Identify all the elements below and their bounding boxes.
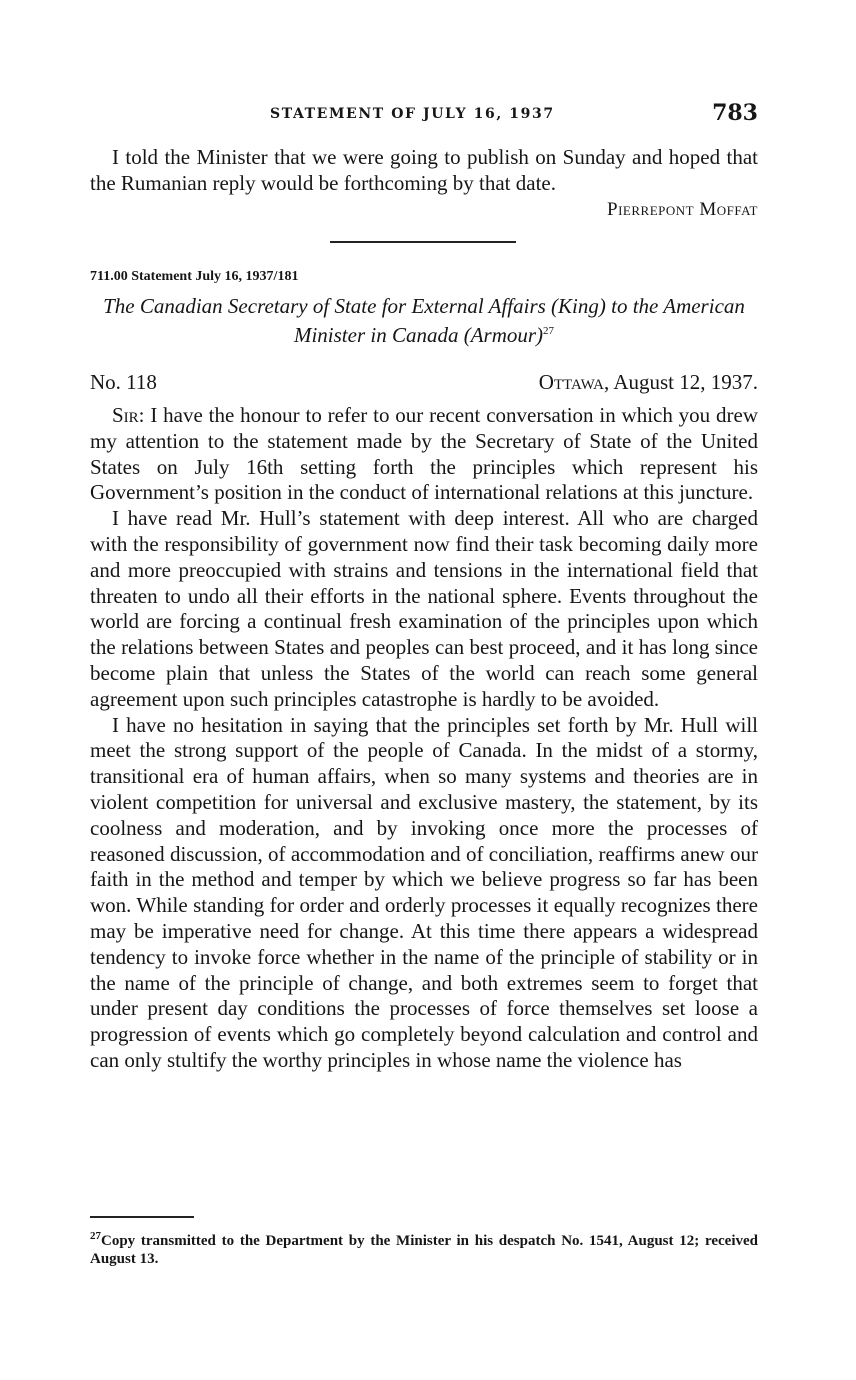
dateline — [90, 370, 758, 398]
footnote-marker: 27 — [543, 325, 555, 337]
document-heading — [90, 294, 758, 348]
document-number: No. 118 — [90, 370, 157, 394]
salutation: Sir: — [112, 403, 145, 427]
footnote-text: Copy transmitted to the Department by the Minister in his despatch No. 1541, August 12; received August 13. — [90, 1233, 758, 1267]
running-title: STATEMENT OF JULY 16, 1937 — [270, 106, 555, 122]
file-reference: 711.00 Statement July 16, 1937/181 — [90, 269, 299, 284]
body-paragraph — [90, 403, 758, 506]
section-divider — [330, 241, 516, 243]
body-paragraph: I have read Mr. Hull’s statement with deep interest. All who are charged with the responsibility of government now find their task becoming daily more and more preoccupied with strains and tensions in the international field that threaten to undo all their efforts in the national sphere. Events throughout the world are forcing a continual fresh examination of the principles upon which the relations between States and peoples can best proceed, and it has long since become plain that unless the States of the world can reach some general agreement upon such principles catastrophe is hardly to be avoided. — [90, 506, 758, 711]
place-date — [539, 370, 758, 395]
footnote — [90, 1227, 758, 1268]
date: August 12, 1937. — [613, 370, 758, 394]
document-heading-text: The Canadian Secretary of State for External Affairs (King) to the American Minister in Canada (Armour) — [103, 294, 745, 347]
paragraph-text: I have the honour to refer to our recent conversation in which you drew my attention to the statement made by the Secretary of State of the United States on July 16th setting forth the principles which represent his Government’s position in the conduct of international relations at this juncture. — [90, 403, 759, 505]
page-number: 783 — [712, 100, 758, 126]
letter-body — [90, 403, 758, 1074]
footnote-rule — [90, 1216, 194, 1218]
place: Ottawa, — [538, 370, 610, 394]
footnote-number: 27 — [90, 1230, 101, 1242]
body-paragraph: I have no hesitation in saying that the principles set forth by Mr. Hull will meet the strong support of the people of Canada. In the midst of a stormy, transitional era of human affairs, when so many systems and theories are in violent competition for universal and exclusive mastery, the statement, by its coolness and moderation, and by invoking once more the processes of reasoned discussion, of accommodation and of conciliation, reaffirms anew our faith in the method and temper by which we believe progress so far has been won. While standing for order and orderly processes it equally recognizes there may be imperative need for change. At this time there appears a widespread tendency to invoke force whether in the name of the principle of stability or in the name of the principle of change, and both extremes seem to forget that under present day conditions the processes of force themselves set loose a progression of events which go completely beyond calculation and control and can only stultify the worthy principles in whose name the violence has — [90, 712, 758, 1072]
closing-paragraph: I told the Minister that we were going to publish on Sunday and hoped that the Rumanian reply would be forthcoming by that date. — [90, 145, 758, 195]
signature: Pierrepont Moffat — [607, 198, 758, 220]
preceding-document-end — [90, 145, 758, 222]
running-head — [90, 100, 758, 128]
